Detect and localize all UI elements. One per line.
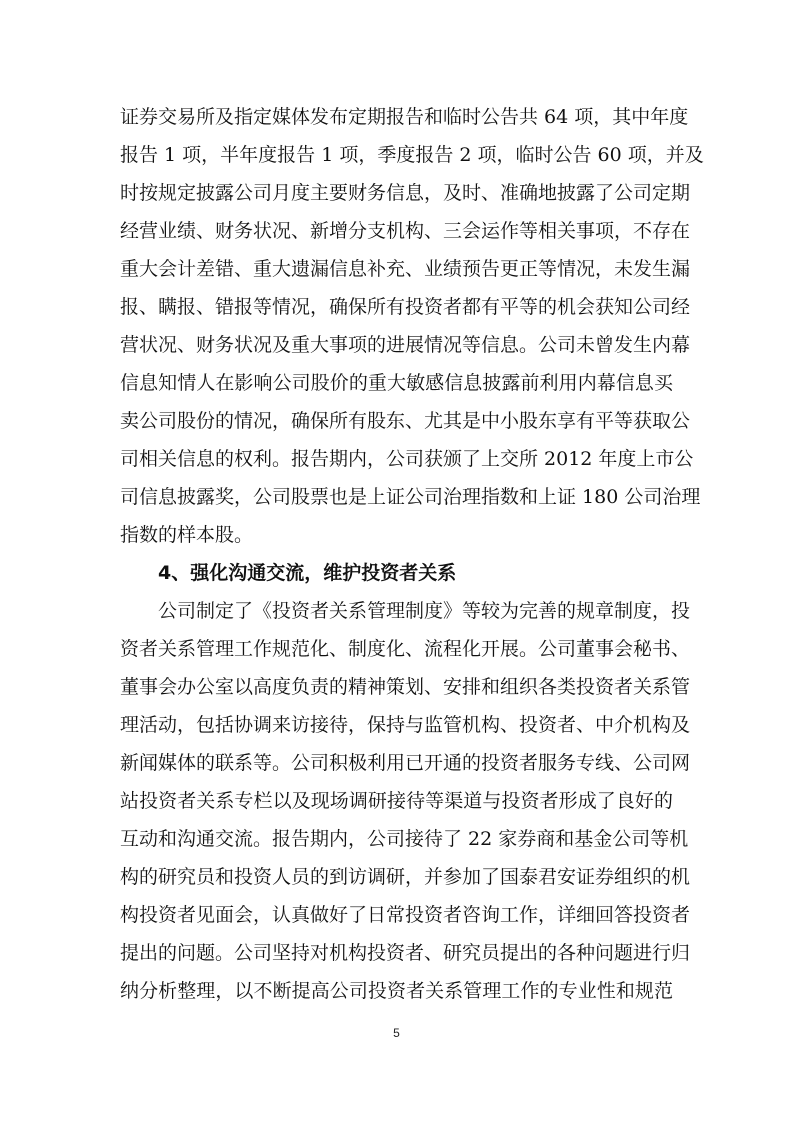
- text-line: 报、瞒报、错报等情况，确保所有投资者都有平等的机会获知公司经: [120, 296, 691, 318]
- text-line: 互动和沟通交流。报告期内，公司接待了 22 家券商和基金公司等机: [120, 828, 689, 850]
- text-line: 司信息披露奖，公司股票也是上证公司治理指数和上证 180 公司治理: [120, 486, 701, 508]
- text-line: 站投资者关系专栏以及现场调研接待等渠道与投资者形成了良好的: [120, 790, 673, 812]
- text-line: 构投资者见面会，认真做好了日常投资者咨询工作，详细回答投资者: [120, 904, 691, 926]
- text-line: 证券交易所及指定媒体发布定期报告和临时公告共 64 项，其中年度: [120, 106, 689, 128]
- text-line: 纳分析整理，以不断提高公司投资者关系管理工作的专业性和规范: [120, 980, 673, 1002]
- text-line: 构的研究员和投资人员的到访调研，并参加了国泰君安证券组织的机: [120, 866, 691, 888]
- text-line: 司相关信息的权利。报告期内，公司获颁了上交所 2012 年度上市公: [120, 448, 694, 470]
- text-line: 董事会办公室以高度负责的精神策划、安排和组织各类投资者关系管: [120, 676, 691, 698]
- text-line: 资者关系管理工作规范化、制度化、流程化开展。公司董事会秘书、: [120, 638, 691, 660]
- text-line: 卖公司股份的情况，确保所有股东、尤其是中小股东享有平等获取公: [120, 410, 691, 432]
- text-line: 信息知情人在影响公司股价的重大敏感信息披露前利用内幕信息买: [120, 372, 673, 394]
- text-line: 新闻媒体的联系等。公司积极利用已开通的投资者服务专线、公司网: [120, 752, 691, 774]
- text-line: 指数的样本股。: [120, 524, 254, 546]
- text-line: 报告 1 项，半年度报告 1 项，季度报告 2 项，临时公告 60 项，并及: [120, 144, 704, 166]
- text-line: 重大会计差错、重大遗漏信息补充、业绩预告更正等情况，未发生漏: [120, 258, 691, 280]
- text-line: 提出的问题。公司坚持对机构投资者、研究员提出的各种问题进行归: [120, 942, 691, 964]
- section-heading: 4、强化沟通交流，维护投资者关系: [158, 562, 457, 584]
- text-line: 时按规定披露公司月度主要财务信息，及时、准确地披露了公司定期: [120, 182, 691, 204]
- text-line: 营状况、财务状况及重大事项的进展情况等信息。公司未曾发生内幕: [120, 334, 691, 356]
- text-line: 公司制定了《投资者关系管理制度》等较为完善的规章制度，投: [158, 600, 691, 622]
- text-line: 经营业绩、财务状况、新增分支机构、三会运作等相关事项，不存在: [120, 220, 691, 242]
- text-line: 理活动，包括协调来访接待，保持与监管机构、投资者、中介机构及: [120, 714, 691, 736]
- page-number: 5: [393, 1026, 400, 1040]
